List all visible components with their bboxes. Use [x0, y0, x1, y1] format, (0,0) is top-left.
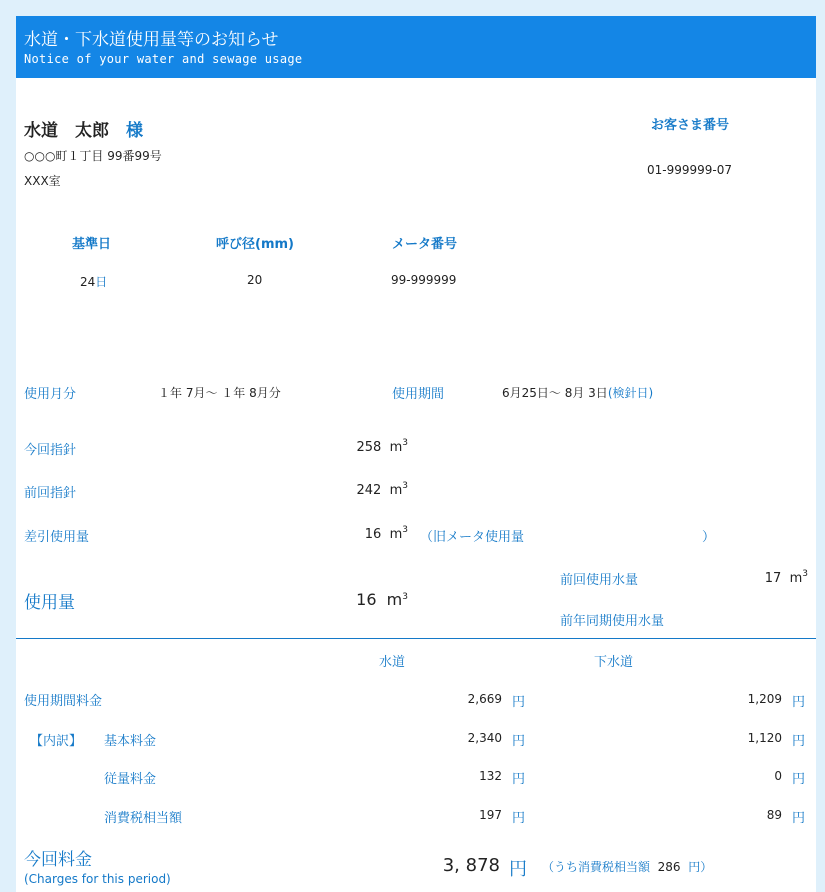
breakdown-row-label: 従量料金 — [104, 772, 157, 787]
usage-month-label: 使用月分 — [24, 387, 77, 402]
total-charge-value: 3, 878 — [442, 855, 500, 876]
yen-unit: 円 — [512, 734, 526, 749]
address-line-2: XXX室 — [24, 174, 61, 188]
diameter-value: 20 — [247, 273, 263, 287]
period-charge-water: 2,669 — [467, 692, 502, 706]
usage-label: 使用量 — [24, 593, 75, 613]
base-day-label: 基準日 — [72, 237, 112, 252]
difference-label: 差引使用量 — [24, 530, 90, 545]
usage-month-value: １年 7月～ １年 8月分 — [158, 386, 281, 400]
yen-unit: 円 — [792, 811, 806, 826]
breakdown-row-label: 消費税相当額 — [104, 811, 183, 826]
section-divider — [16, 638, 816, 639]
usage-period-value: 6月25日～ 8月 3日(検針日) — [502, 386, 654, 400]
period-charge-label: 使用期間料金 — [24, 694, 103, 709]
old-meter-usage-open: （旧メータ使用量 — [420, 530, 525, 545]
usage-value: 16 $m^3$ — [356, 590, 408, 609]
previous-reading-label: 前回指針 — [24, 486, 77, 501]
total-charge-label: 今回料金 — [24, 850, 92, 870]
customer-name: 水道 太郎 — [24, 121, 109, 141]
yen-unit: 円 — [792, 734, 806, 749]
title-en: Notice of your water and sewage usage — [24, 52, 303, 66]
title-ja: 水道・下水道使用量等のお知らせ — [24, 30, 279, 50]
total-yen-unit: 円 — [509, 859, 527, 880]
breakdown-row-water: 197 — [479, 808, 502, 822]
last-year-usage-label: 前年同期使用水量 — [560, 614, 665, 629]
water-column-header: 水道 — [379, 655, 406, 670]
current-reading-label: 今回指針 — [24, 443, 77, 458]
customer-honorific: 様 — [126, 121, 143, 141]
meter-number-value: 99-999999 — [391, 273, 457, 287]
yen-unit: 円 — [512, 772, 526, 787]
yen-unit: 円 — [792, 695, 806, 710]
period-charge-sewer: 1,209 — [747, 692, 782, 706]
customer-number: 01-999999-07 — [647, 163, 733, 177]
previous-usage-label: 前回使用水量 — [560, 573, 639, 588]
difference-value: 16 $m^3$ — [364, 525, 408, 542]
breakdown-row-sewer: 1,120 — [747, 731, 782, 745]
yen-unit: 円 — [512, 695, 526, 710]
breakdown-label: 【内訳】 — [30, 734, 83, 749]
usage-period-label: 使用期間 — [392, 387, 445, 402]
meter-number-label: メータ番号 — [392, 237, 458, 252]
breakdown-row-sewer: 89 — [766, 808, 782, 822]
breakdown-row-label: 基本料金 — [104, 734, 157, 749]
breakdown-row-sewer: 0 — [774, 769, 782, 783]
diameter-label: 呼び径(mm) — [216, 237, 294, 252]
address-line-1: ○○○町１丁目 99番99号 — [24, 149, 162, 163]
sewer-column-header: 下水道 — [594, 655, 634, 670]
tax-note: （うち消費税相当額 286 円） — [542, 860, 713, 874]
breakdown-row-water: 132 — [479, 769, 502, 783]
customer-number-label: お客さま番号 — [651, 118, 730, 133]
previous-reading-value: 242 $m^3$ — [356, 481, 408, 498]
previous-usage-value: 17 $m^3$ — [764, 569, 808, 586]
yen-unit: 円 — [792, 772, 806, 787]
current-reading-value: 258 $m^3$ — [356, 438, 408, 455]
yen-unit: 円 — [512, 811, 526, 826]
total-charge-label-en: (Charges for this period) — [24, 872, 171, 886]
old-meter-usage-close: ） — [702, 530, 716, 545]
notice-page — [16, 16, 816, 892]
breakdown-row-water: 2,340 — [467, 731, 502, 745]
base-day-value: 24日 — [80, 275, 108, 289]
header-bar — [16, 16, 816, 78]
